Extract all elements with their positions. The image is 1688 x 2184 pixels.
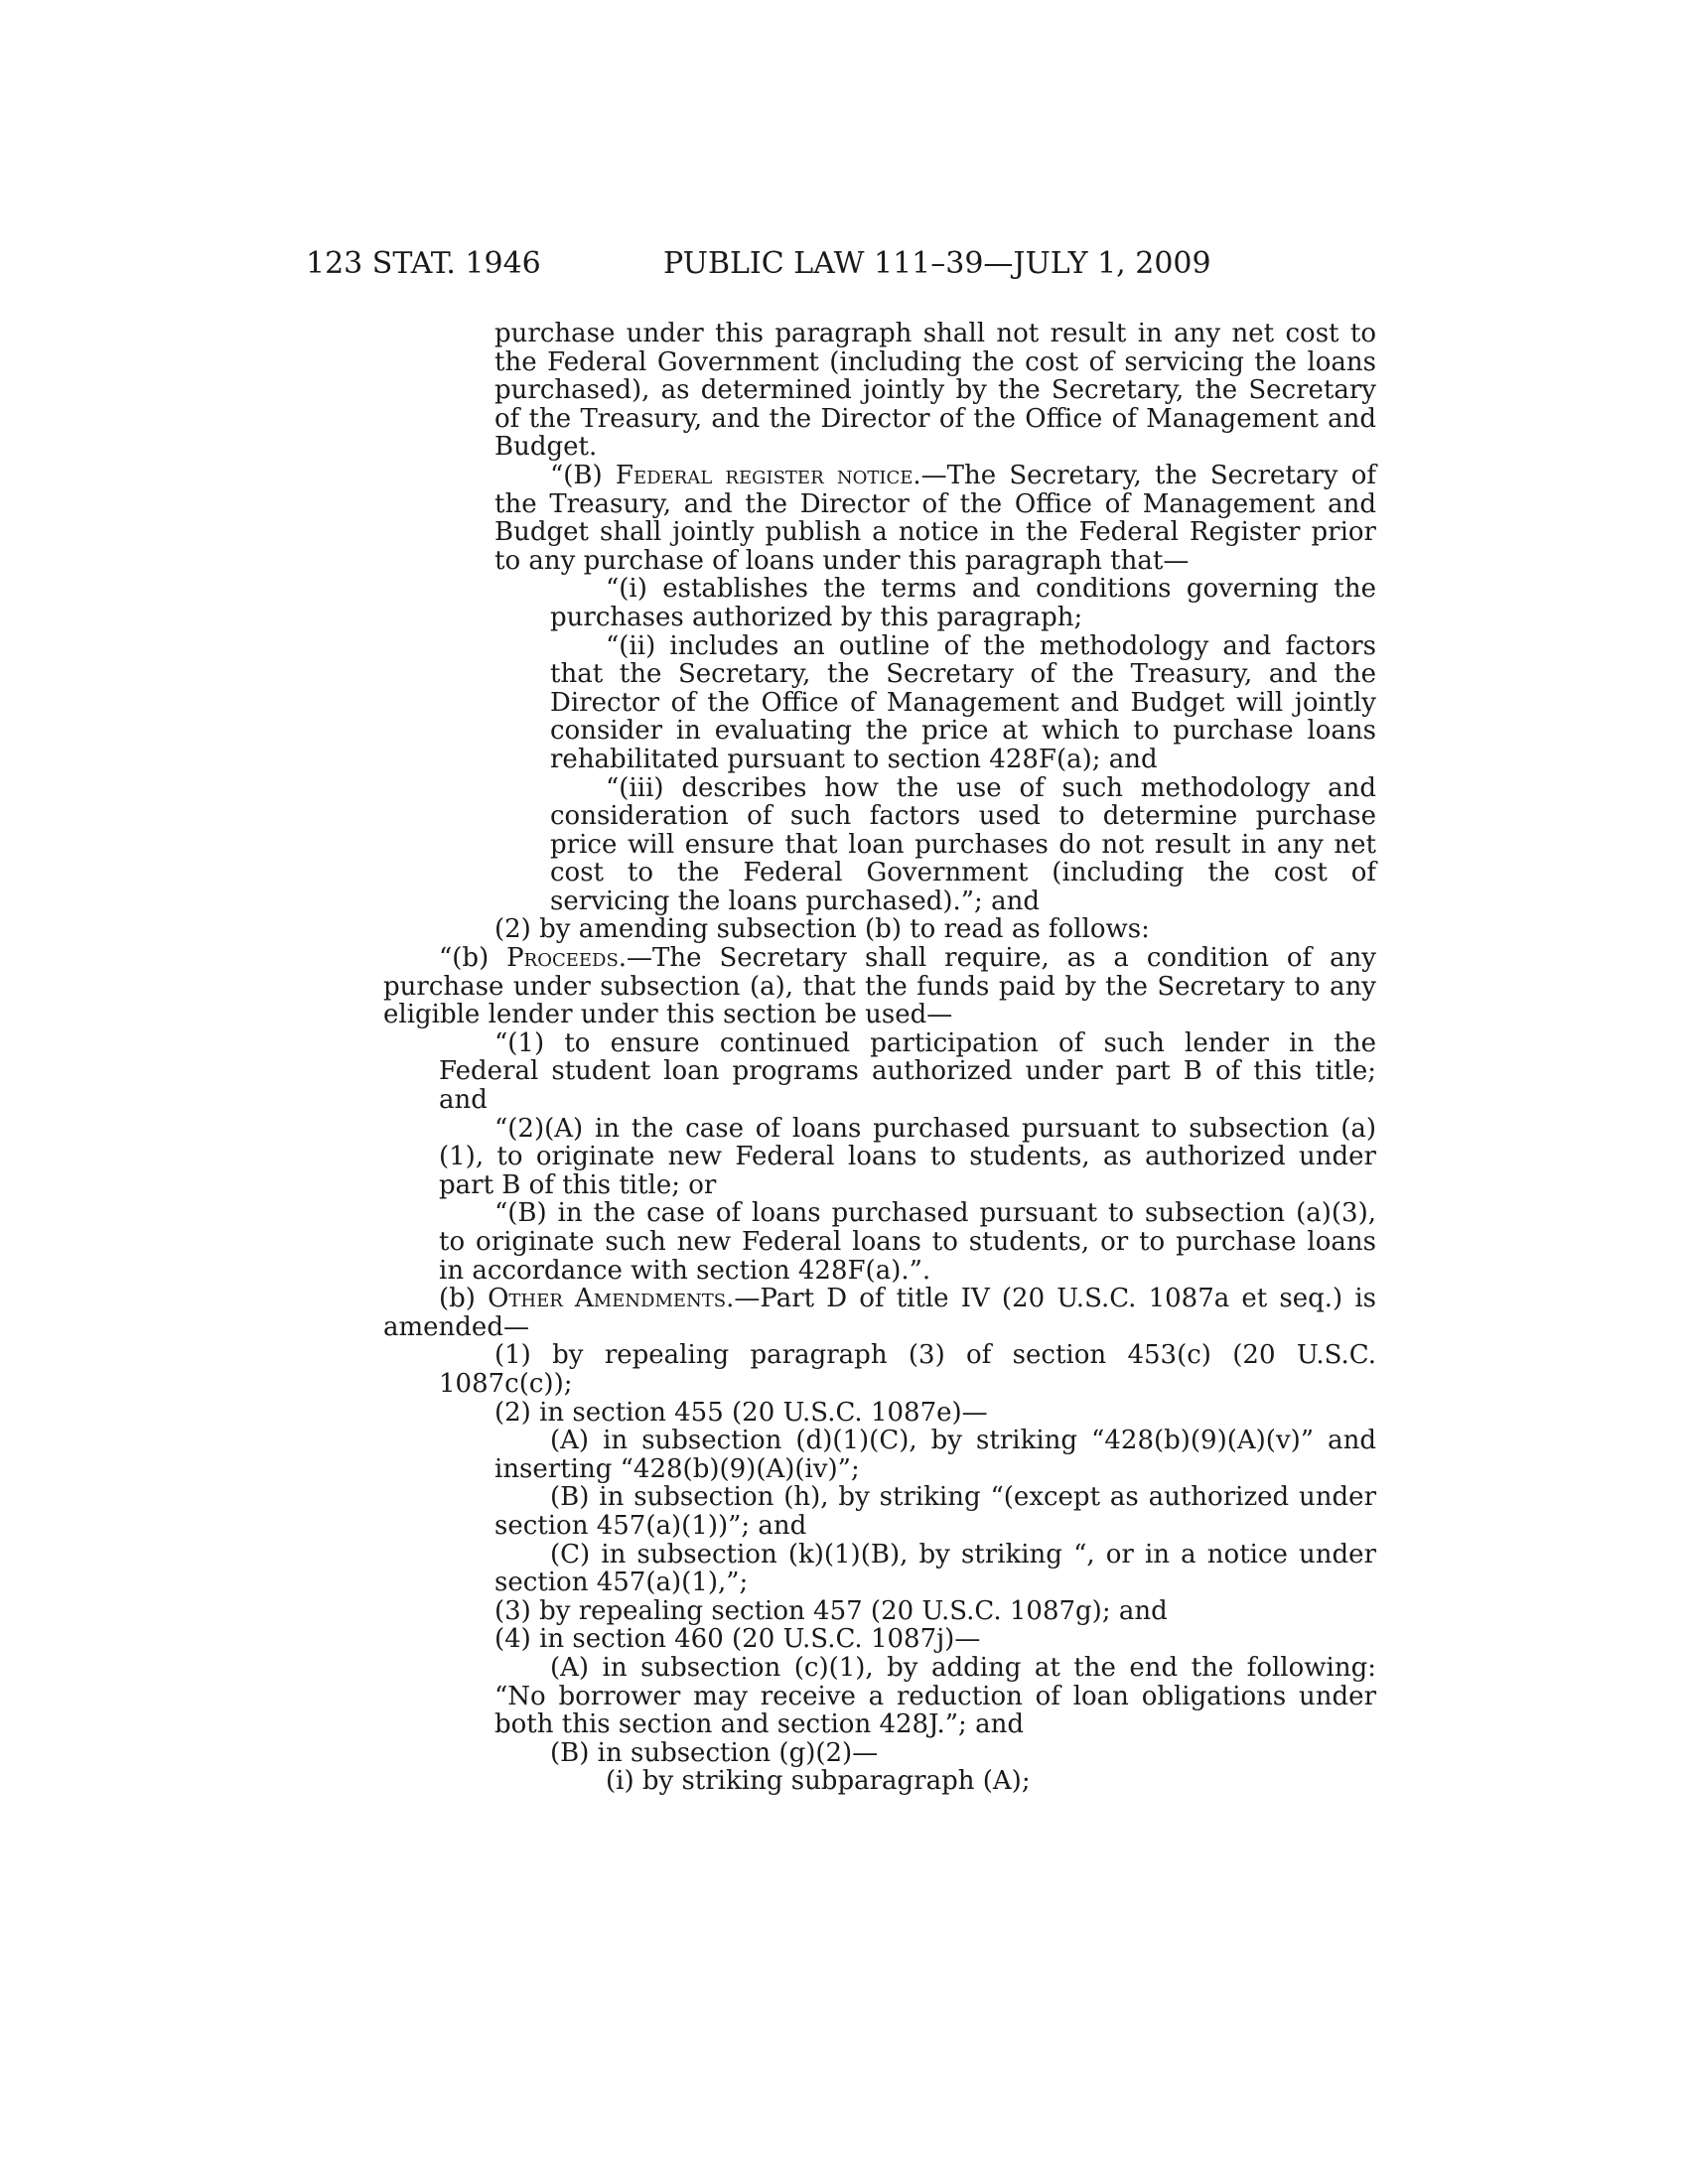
paragraph: “(B) in the case of loans purchased pursuant to subsection (a)(3), to originate such new Federal loans to students, or to purchase loans in accordance with section 428F(a).”. bbox=[439, 1198, 1376, 1286]
paragraph: “(i) establishes the terms and conditions governing the purchases authorized by this paragraph; bbox=[550, 574, 1376, 632]
paragraph: “(1) to ensure continued participation of such lender in the Federal student loan programs authorized under part B of this title; and bbox=[439, 1027, 1376, 1116]
paragraph: (4) in section 460 (20 U.S.C. 1087j)— bbox=[494, 1624, 981, 1655]
running-title: PUBLIC LAW 111–39—JULY 1, 2009 bbox=[663, 246, 1211, 281]
paragraph: (C) in subsection (k)(1)(B), by striking “, or in a notice under section 457(a)(1),”; bbox=[494, 1539, 1376, 1598]
paragraph: “(2)(A) in the case of loans purchased pursuant to subsection (a)(1), to originate new Federal loans to students, as authorized under part B of this title; or bbox=[439, 1113, 1376, 1200]
paragraph-text: .—Part D of title IV (20 U.S.C. 1087a et seq.) is amended— bbox=[383, 1284, 1376, 1342]
paragraph: (1) by repealing paragraph (3) of section 453(c) (20 U.S.C. 1087c(c)); bbox=[439, 1340, 1376, 1399]
paragraph bbox=[494, 462, 1376, 575]
paragraph: (B) in subsection (h), by striking “(except as authorized under section 457(a)(1))”; and bbox=[494, 1482, 1376, 1541]
paragraph bbox=[383, 944, 1376, 1029]
stat-citation: 123 STAT. 1946 bbox=[306, 246, 541, 281]
paragraph-text: .—The Secretary, the Secretary of the Treasury, and the Director of the Office of Management and Budget shall jointly publish a notice in the Federal Register prior to any purchase of loans under this paragraph that— bbox=[494, 460, 1377, 576]
paragraph: (3) by repealing section 457 (20 U.S.C. 1087g); and bbox=[494, 1595, 1168, 1626]
paragraph: (2) by amending subsection (b) to read as follows: bbox=[494, 914, 1150, 945]
paragraph: (A) in subsection (d)(1)(C), by striking “428(b)(9)(A)(v)” and inserting “428(b)(9)(A)(iv)”; bbox=[494, 1426, 1376, 1484]
paragraph-lead: (b) bbox=[439, 1284, 489, 1314]
paragraph: (A) in subsection (c)(1), by adding at the end the following: “No borrower may receive a reduction of loan obligations under both this section and section 428J.”; and bbox=[494, 1652, 1376, 1740]
paragraph-lead: “(b) bbox=[439, 943, 507, 974]
paragraph: (2) in section 455 (20 U.S.C. 1087e)— bbox=[494, 1397, 988, 1428]
document-body bbox=[383, 319, 1377, 1797]
paragraph-heading: Other Amendments bbox=[488, 1284, 727, 1314]
paragraph-text: .—The Secretary shall require, as a condition of any purchase under subsection (a), that the funds paid by the Secretary to any eligible lender under this section be used— bbox=[383, 943, 1376, 1030]
paragraph: “(iii) describes how the use of such methodology and consideration of such factors used to determine purchase price will ensure that loan purchases do not result in any net cost to the Federal Government (including the cost of servicing the loans purchased).”; and bbox=[550, 772, 1376, 916]
paragraph-heading: Federal register notice bbox=[615, 460, 914, 490]
paragraph-heading: Proceeds bbox=[506, 943, 619, 974]
paragraph bbox=[383, 1285, 1376, 1341]
paragraph-lead: “(B) bbox=[550, 460, 616, 490]
paragraph: purchase under this paragraph shall not result in any net cost to the Federal Government (including the cost of servicing the loans purchased), as determined jointly by the Secretary, the Secretary of the Treasury, and the Director of the Office of Management and Budget. bbox=[494, 319, 1376, 463]
paragraph: “(ii) includes an outline of the methodology and factors that the Secretary, the Secretary of the Treasury, and the Director of the Office of Management and Budget will jointly consider in evaluating the price at which to purchase loans rehabilitated pursuant to section 428F(a); and bbox=[550, 630, 1376, 774]
paragraph: (B) in subsection (g)(2)— bbox=[550, 1737, 879, 1768]
paragraph: (i) by striking subparagraph (A); bbox=[606, 1766, 1031, 1797]
